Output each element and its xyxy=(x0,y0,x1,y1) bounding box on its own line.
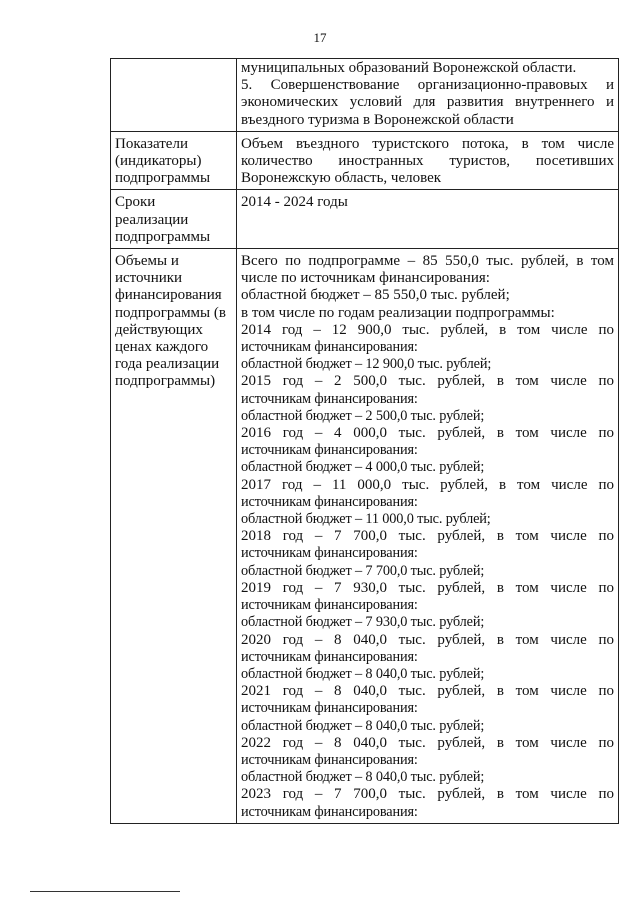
funding-intro-line: областной бюджет – 85 550,0 тыс. рублей; xyxy=(241,287,510,304)
task-line: въездного туризма в Воронежской области xyxy=(241,111,514,128)
table-row xyxy=(111,190,619,249)
year-sources-line: источникам финансирования: xyxy=(241,339,418,356)
year-sources-line: источникам финансирования: xyxy=(241,442,418,459)
table-row xyxy=(111,249,619,824)
footer-rule xyxy=(30,891,180,892)
task-line: экономических условий для развития внутреннего и xyxy=(241,94,614,111)
value-cell-funding xyxy=(237,249,619,824)
year-funding-line: 2016 год – 4 000,0 тыс. рублей, в том числе по xyxy=(241,425,614,442)
year-sources-line: источникам финансирования: xyxy=(241,700,418,717)
value-cell-indicators xyxy=(237,131,619,190)
page-number: 17 xyxy=(313,30,327,45)
year-budget-line: областной бюджет – 4 000,0 тыс. рублей; xyxy=(241,459,485,476)
year-funding-line: 2017 год – 11 000,0 тыс. рублей, в том числе по xyxy=(241,476,614,493)
year-budget-line: областной бюджет – 11 000,0 тыс. рублей; xyxy=(241,511,491,528)
year-sources-line: источникам финансирования: xyxy=(241,751,418,768)
year-budget-line: областной бюджет – 7 930,0 тыс. рублей; xyxy=(241,614,485,631)
funding-intro-line: Всего по подпрограмме – 85 550,0 тыс. рублей, в том xyxy=(241,253,614,270)
table-row xyxy=(111,59,619,132)
funding-intro-line: числе по источникам финансирования: xyxy=(241,270,490,287)
year-funding-line: 2022 год – 8 040,0 тыс. рублей, в том числе по xyxy=(241,734,614,751)
year-sources-line: источникам финансирования: xyxy=(241,648,418,665)
year-budget-line: областной бюджет – 2 500,0 тыс. рублей; xyxy=(241,407,485,424)
indicator-line: Воронежскую область, человек xyxy=(241,170,442,187)
label-cell-empty xyxy=(111,59,237,132)
year-sources-line: источникам финансирования: xyxy=(241,803,418,820)
year-sources-line: источникам финансирования: xyxy=(241,493,418,510)
year-funding-line: 2019 год – 7 930,0 тыс. рублей, в том числе по xyxy=(241,579,614,596)
label-cell-funding: Объемы и источники финансирования подпрограммы (в действующих ценах каждого года реализации подпрограммы) xyxy=(111,249,237,824)
year-budget-line: областной бюджет – 8 040,0 тыс. рублей; xyxy=(241,665,485,682)
year-funding-line: 2020 год – 8 040,0 тыс. рублей, в том числе по xyxy=(241,631,614,648)
year-funding-line: 2021 год – 8 040,0 тыс. рублей, в том числе по xyxy=(241,683,614,700)
year-sources-line: источникам финансирования: xyxy=(241,545,418,562)
year-sources-line: источникам финансирования: xyxy=(241,597,418,614)
table-row xyxy=(111,131,619,190)
task-line: 5. Совершенствование организационно-правовых и xyxy=(241,77,614,94)
year-budget-line: областной бюджет – 8 040,0 тыс. рублей; xyxy=(241,769,485,786)
year-funding-line: 2015 год – 2 500,0 тыс. рублей, в том числе по xyxy=(241,373,614,390)
year-funding-line: 2023 год – 7 700,0 тыс. рублей, в том числе по xyxy=(241,786,614,803)
year-funding-line: 2018 год – 7 700,0 тыс. рублей, в том числе по xyxy=(241,528,614,545)
subprogram-passport-table xyxy=(110,58,619,824)
funding-intro-line: в том числе по годам реализации подпрограммы: xyxy=(241,304,555,321)
label-cell-terms: Сроки реализации подпрограммы xyxy=(111,190,237,249)
task-line: муниципальных образований Воронежской области. xyxy=(241,60,577,76)
year-budget-line: областной бюджет – 12 900,0 тыс. рублей; xyxy=(241,356,492,373)
value-cell-tasks xyxy=(237,59,619,132)
indicator-line: Объем въездного туристского потока, в том числе xyxy=(241,135,614,152)
year-funding-line: 2014 год – 12 900,0 тыс. рублей, в том числе по xyxy=(241,321,614,338)
year-budget-line: областной бюджет – 7 700,0 тыс. рублей; xyxy=(241,562,485,579)
year-budget-line: областной бюджет – 8 040,0 тыс. рублей; xyxy=(241,717,485,734)
terms-line: 2014 - 2024 годы xyxy=(241,194,348,211)
value-cell-terms xyxy=(237,190,619,249)
year-sources-line: источникам финансирования: xyxy=(241,390,418,407)
label-cell-indicators: Показатели (индикаторы) подпрограммы xyxy=(111,131,237,190)
indicator-line: количество иностранных туристов, посетивших xyxy=(241,153,614,170)
